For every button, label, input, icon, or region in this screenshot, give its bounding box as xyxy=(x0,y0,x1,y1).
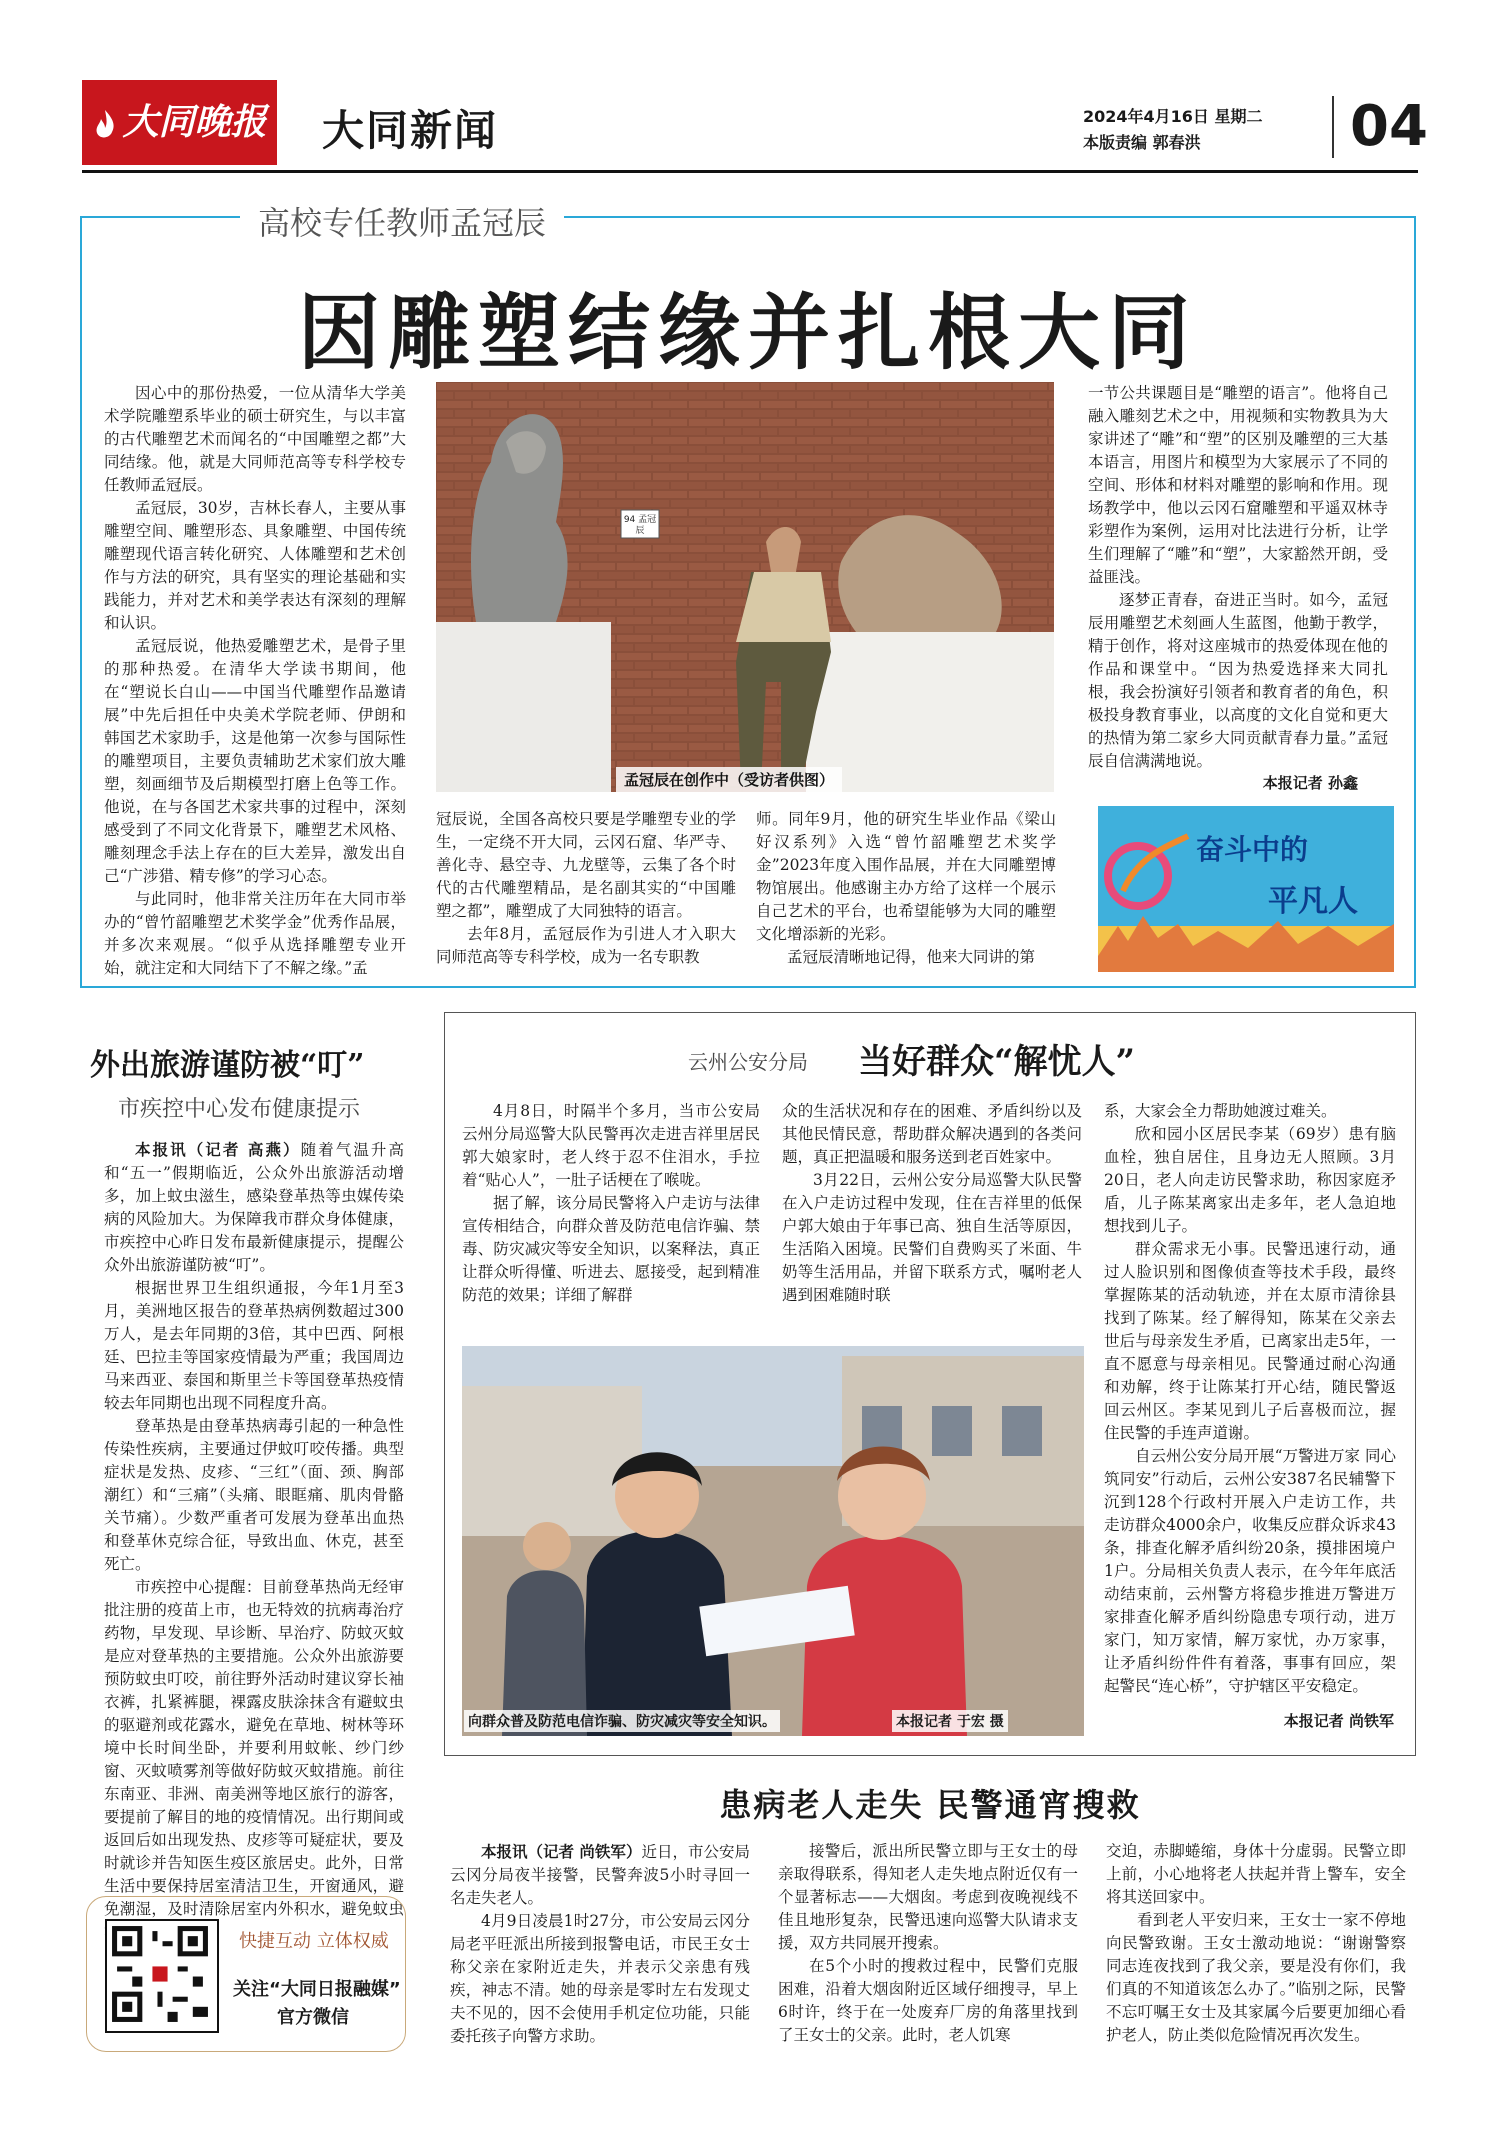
feature-byline: 本报记者 孙鑫 xyxy=(1262,774,1358,792)
tourism-title: 外出旅游谨防被“叮” xyxy=(90,1048,365,1083)
paragraph: 系，大家会全力帮助她渡过难关。 xyxy=(1104,1102,1337,1120)
column-badge xyxy=(1098,806,1394,972)
police-column-2 xyxy=(782,1100,1082,1307)
paragraph: 逐梦正青春，奋进正当时。如今，孟冠辰用雕塑艺术刻画人生蓝图，他勤于教学，精于创作，将对这座城市的热爱体现在他的作品和课堂中。“因为热爱选择来大同扎根，我会扮演好引领者和教育者的角色，积极投身教育事业，以高度的文化自觉和更大的热情为第二家乡大同贡献青春力量。”孟冠辰自信满满地说。 xyxy=(1088,591,1388,770)
paragraph: 去年8月，孟冠辰作为引进人才入职大同师范高等专科学校，成为一名专职教 xyxy=(436,925,736,966)
lead-reporter: （记者 高燕） xyxy=(187,1140,301,1159)
paragraph: 众的生活状况和存在的困难、矛盾纠纷以及其他民情民意，帮助群众解决遇到的各类问题，真正把温暖和服务送到老百姓家中。 xyxy=(782,1102,1082,1166)
police-photo-credit: 本报记者 于宏 摄 xyxy=(892,1710,1008,1732)
qr-code-icon[interactable] xyxy=(105,1919,219,2033)
police-kicker: 云州公安分局 xyxy=(688,1050,808,1074)
paragraph: 在5个小时的搜救过程中，民警们克服困难，沿着大烟囱附近区域仔细搜寻，早上6时许，终于在一处废弃厂房的角落里找到了王女士的父亲。此时，老人饥寒 xyxy=(778,1957,1078,2044)
tourism-subtitle: 市疾控中心发布健康提示 xyxy=(118,1097,361,1122)
feature-column-3 xyxy=(756,808,1056,969)
paragraph: 登革热是由登革热病毒引起的一种急性传染性疾病，主要通过伊蚊叮咬传播。典型症状是发热、皮疹、“三红”（面、颈、胸部潮红）和“三痛”（头痛、眼眶痛、肌肉骨骼关节痛）。少数严重者可发展为登革出血热和登革休克综合征，导致出血、休克，甚至死亡。 xyxy=(104,1417,404,1573)
paragraph: 孟冠辰说，他热爱雕塑艺术，是骨子里的那种热爱。在清华大学读书期间，他在“塑说长白山——中国当代雕塑作品邀请展”中先后担任中央美术学院老师、伊朗和韩国艺术家助手，这是他第一次参与国际性的雕塑项目，主要负责辅助艺术家们放大雕塑，刻画细节及后期模型打磨上色等工作。他说，在与各国艺术家共事的过程中，深刻感受到了不同文化背景下，雕塑艺术风格、雕刻理念手法上存在的巨大差异，激发出自己“广涉猎、精专修”的学习心态。 xyxy=(104,637,406,885)
promo-line-2: 关注“大同日报融媒” xyxy=(233,1979,401,2000)
paragraph: 欣和园小区居民李某（69岁）患有脑血栓，独自居住，且身边无人照顾。3月20日，老人向走访民警求助，称因家庭矛盾，儿子陈某离家出走多年，老人急迫地想找到儿子。 xyxy=(1104,1125,1396,1235)
qr-pattern xyxy=(107,1921,213,2027)
newspaper-logo xyxy=(82,80,277,165)
feature-column-1 xyxy=(104,382,406,980)
feature-column-2 xyxy=(436,808,736,969)
header-rule xyxy=(82,170,1418,173)
issue-date: 2024年4月16日 星期二 xyxy=(1083,107,1263,126)
section-name: 大同新闻 xyxy=(322,106,499,155)
paragraph: 根据世界卫生组织通报，今年1月至3月，美洲地区报告的登革热病例数超过300万人，是去年同期的3倍，其中巴西、阿根廷、巴拉圭等国家疫情最为严重；我国周边马来西亚、泰国和斯里兰卡等国登革热疫情较去年同期也出现不同程度升高。 xyxy=(104,1279,404,1412)
sculpture-tag: 94 孟冠辰 xyxy=(623,515,657,536)
police-byline: 本报记者 尚铁军 xyxy=(1283,1712,1394,1730)
feature-subtitle: 高校专任教师孟冠辰 xyxy=(240,198,564,244)
paragraph: 自云州公安分局开展“万警进万家 同心筑同安”行动后，云州公安387名民辅警下沉到128个行政村开展入户走访工作，共走访群众4000余户，收集反应群众诉求43条，排查化解矛盾纠纷20条，摸排困境户1户。分局相关负责人表示，在今年年底活动结束前，云州警方将稳步推进万警进万家排查化解矛盾纠纷隐患专项行动，进万家门，知万家情，解万家忧，办万家事，让矛盾纠纷件件有着落，事事有回应，架起警民“连心桥”，守护辖区平安稳定。 xyxy=(1104,1447,1396,1695)
paragraph: 接警后，派出所民警立即与王女士的母亲取得联系，得知老人走失地点附近仅有一个显著标志——大烟囱。考虑到夜晚视线不佳且地形复杂，民警迅速向巡警大队请求支援，双方共同展开搜索。 xyxy=(778,1842,1078,1952)
paragraph: 4月9日凌晨1时27分，市公安局云冈分局老平旺派出所接到报警电话，市民王女士称父亲在家附近走失，并表示父亲患有残疾，神志不清。她的母亲是零时左右发现丈夫不见的，因不会使用手机定位功能，只能委托孩子向警方求助。 xyxy=(450,1912,750,2045)
sculptor-photo-art xyxy=(436,382,1054,792)
paragraph xyxy=(104,1138,404,1277)
police-column-1 xyxy=(462,1100,760,1307)
page-number: 04 xyxy=(1350,94,1428,159)
header-divider xyxy=(1332,96,1334,158)
flame-icon xyxy=(92,108,118,142)
paragraph: 群众需求无小事。民警迅速行动，通过人脸识别和图像侦查等技术手段，最终掌握陈某的活动轨迹，并在太原市清徐县找到了陈某。经了解得知，陈某在父亲去世后与母亲发生矛盾，已离家出走5年，一直不愿意与母亲相见。民警通过耐心沟通和劝解，终于让陈某打开心结，随民警返回云州区。李某见到儿子后喜极而泣，握住民警的手连声道谢。 xyxy=(1104,1240,1396,1442)
logo-text: 大同晚报 xyxy=(122,101,267,143)
badge-line-1: 奋斗中的 xyxy=(1196,833,1309,866)
photo-caption: 孟冠辰在创作中（受访者供图） xyxy=(616,767,842,792)
paragraph: 因心中的那份热爱，一位从清华大学美术学院雕塑系毕业的硕士研究生，与以丰富的古代雕塑艺术而闻名的“中国雕塑之都”大同结缘。他，就是大同师范高等专科学校专任教师孟冠辰。 xyxy=(104,384,406,494)
police-column-3 xyxy=(1104,1100,1396,1698)
elderly-column-3 xyxy=(1106,1840,1406,2047)
paragraph: 交迫，赤脚蜷缩，身体十分虚弱。民警立即上前，小心地将老人扶起并背上警车，安全将其送回家中。 xyxy=(1106,1842,1406,1906)
lead-label: 本报讯 xyxy=(481,1842,528,1861)
paragraph xyxy=(450,1840,750,1910)
elderly-column-2 xyxy=(778,1840,1078,2047)
feature-title: 因雕塑结缘并扎根大同 xyxy=(297,285,1198,381)
paragraph: 与此同时，他非常关注历年在大同市举办的“曾竹韶雕塑艺术奖学金”优秀作品展，并多次来观展。“似乎从选择雕塑专业开始，就注定和大同结下了不解之缘。”孟 xyxy=(104,890,406,977)
elderly-column-1 xyxy=(450,1840,750,2048)
paragraph: 孟冠辰清晰地记得，他来大同讲的第 xyxy=(787,948,1036,966)
police-photo xyxy=(462,1346,1084,1736)
paragraph: 市疾控中心提醒：目前登革热尚无经审批注册的疫苗上市，也无特效的抗病毒治疗药物，早发现、早诊断、早治疗、防蚊灭蚊是应对登革热的主要措施。公众外出旅游要预防蚊虫叮咬，前往野外活动时建议穿长袖衣裤，扎紧裤腿，裸露皮肤涂抹含有避蚊虫的驱避剂或花露水，避免在草地、树林等环境中长时间坐卧，并要利用蚊帐、纱门纱窗、灭蚊喷雾剂等做好防蚊灭蚊措施。前往东南亚、非洲、南美洲等地区旅行的游客，要提前了解目的地的疫情情况。出行期间或返回后如出现发热、皮疹等可疑症状，要及时就诊并告知医生疫区旅居史。此外，日常生活中要保持居室清洁卫生，开窗通风，避免潮湿，及时清除居室内外积水，避免蚊虫 xyxy=(104,1578,404,1918)
lead-text: 近日，市公安局云冈分局夜半接警，民警奔波5小时寻回一名走失老人。 xyxy=(450,1843,750,1907)
paragraph: 据了解，该分局民警将入户走访与法律宣传相结合，向群众普及防范电信诈骗、禁毒、防灾减灾等安全知识，以案释法，真正让群众听得懂、听进去、愿接受，起到精准防范的效果；详细了解群 xyxy=(462,1194,760,1304)
police-photo-caption: 向群众普及防范电信诈骗、防灾减灾等安全知识。 xyxy=(464,1710,780,1732)
promo-line-3: 官方微信 xyxy=(277,2007,349,2028)
police-title: 当好群众“解忧人” xyxy=(858,1042,1136,1082)
paragraph: 师。同年9月，他的研究生毕业作品《梁山好汉系列》入选“曾竹韶雕塑艺术奖学金”2023年度入围作品展，并在大同雕塑博物馆展出。他感谢主办方给了这样一个展示自己艺术的平台，也希望能够为大同的雕塑文化增添新的光彩。 xyxy=(756,810,1056,943)
paragraph: 看到老人平安归来，王女士一家不停地向民警致谢。王女士激动地说：“谢谢警察同志连夜找到了我父亲，要是没有你们，我们真的不知道该怎么办了。”临别之际，民警不忘叮嘱王女士及其家属今后要更加细心看护老人，防止类似危险情况再次发生。 xyxy=(1106,1911,1406,2044)
feature-column-4 xyxy=(1088,382,1388,773)
promo-line-1: 快捷互动 立体权威 xyxy=(239,1931,389,1952)
paragraph: 一节公共课题目是“雕塑的语言”。他将自己融入雕刻艺术之中，用视频和实物教具为大家讲述了“雕”和“塑”的区别及雕塑的三大基本语言，用图片和模型为大家展示了不同的空间、形体和材料对雕塑的影响和作用。现场教学中，他以云冈石窟雕塑和平遥双林寺彩塑作为案例，运用对比法进行分析，让学生们理解了“雕”和“塑”，大家豁然开朗，受益匪浅。 xyxy=(1088,384,1388,586)
badge-line-2: 平凡人 xyxy=(1268,884,1358,919)
page-editor: 本版责编 郭春洪 xyxy=(1083,133,1201,152)
sculptor-photo xyxy=(436,382,1054,792)
wechat-promo xyxy=(86,1896,406,2052)
paragraph: 4月8日，时隔半个多月，当市公安局云州分局巡警大队民警再次走进吉祥里居民郭大娘家时，老人终于忍不住泪水，手拉着“贴心人”，一肚子话梗在了喉咙。 xyxy=(462,1102,760,1189)
elderly-title: 患病老人走失 民警通宵搜救 xyxy=(719,1786,1141,1824)
police-photo-art xyxy=(462,1346,1084,1736)
paragraph: 孟冠辰，30岁，吉林长春人，主要从事雕塑空间、雕塑形态、具象雕塑、中国传统雕塑现代语言转化研究、人体雕塑和艺术创作与方法的研究，具有坚实的理论基础和实践能力，并对艺术和美学表达有深刻的理解和认识。 xyxy=(104,499,406,632)
lead-label: 本报讯 xyxy=(135,1140,188,1159)
lead-text: 随着气温升高和“五一”假期临近，公众外出旅游活动增多，加上蚊虫滋生，感染登革热等虫媒传染病的风险加大。为保障我市群众身体健康，市疾控中心昨日发布最新健康提示，提醒公众外出旅游谨防被“叮”。 xyxy=(104,1141,404,1274)
lead-reporter: （记者 尚铁军） xyxy=(527,1842,642,1861)
paragraph: 3月22日，云州公安分局巡警大队民警在入户走访过程中发现，住在吉祥里的低保户郭大娘由于年事已高、独自生活等原因，生活陷入困境。民警们自费购买了米面、牛奶等生活用品，并留下联系方式，嘱咐老人遇到困难随时联 xyxy=(782,1171,1082,1304)
paragraph: 冠辰说，全国各高校只要是学雕塑专业的学生，一定绕不开大同，云冈石窟、华严寺、善化寺、悬空寺、九龙壁等，云集了各个时代的古代雕塑精品，是名副其实的“中国雕塑之都”，雕塑成了大同独特的语言。 xyxy=(436,810,736,920)
tourism-body xyxy=(104,1138,404,1944)
